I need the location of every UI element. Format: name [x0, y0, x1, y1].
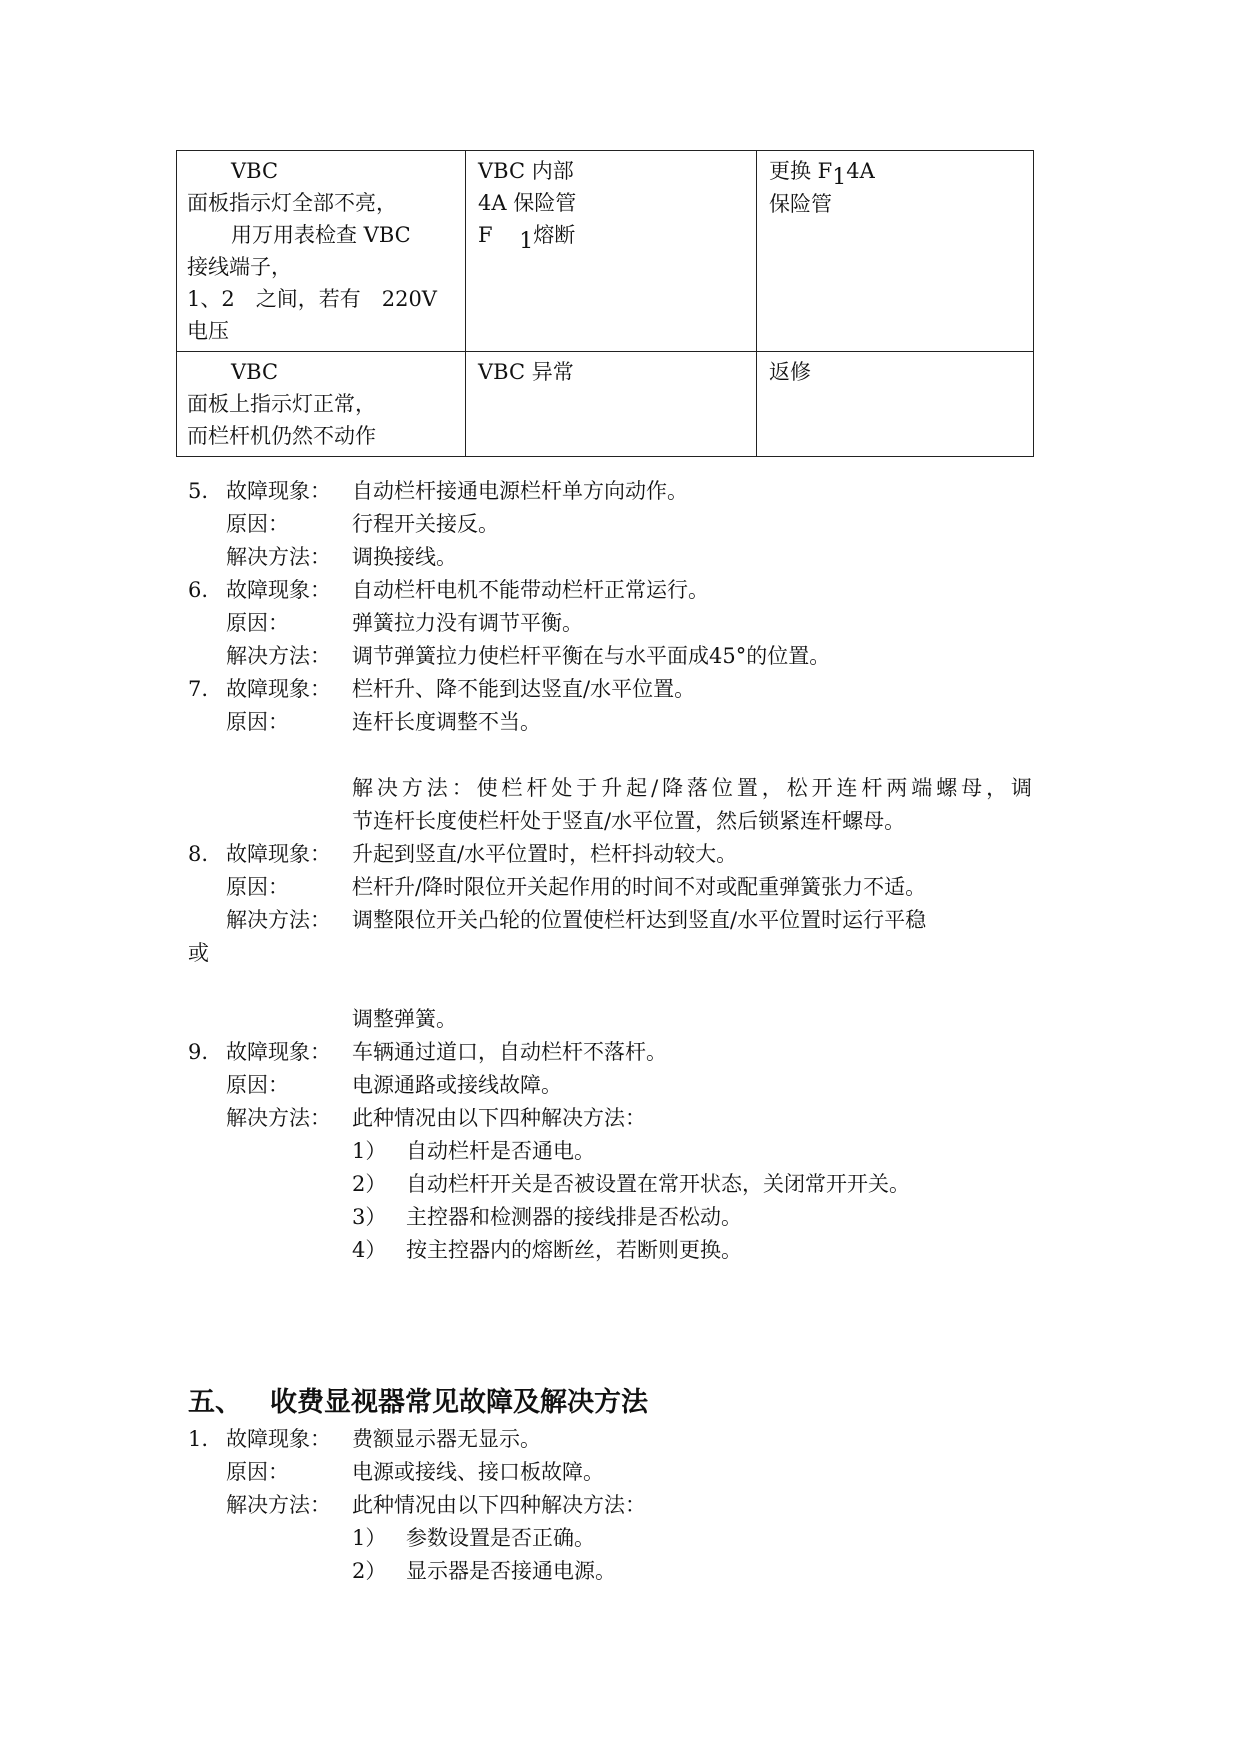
fault-table [176, 150, 1034, 457]
table-row [177, 352, 1034, 457]
table-cell-solution: 返修 [757, 352, 1034, 457]
table-cell-symptom: VBC 面板上指示灯正常， 而栏杆机仍然不动作 [177, 352, 466, 457]
table-cell-symptom: VBC 面板指示灯全部不亮， 用万用表检查 VBC 接线端子， 1、2 之间，若有 220V 电压 [177, 151, 466, 352]
table-row [177, 151, 1034, 352]
document-page: VBC 面板指示灯全部不亮， 用万用表检查 VBC 接线端子， 1、2 之间，若有 220V 电压 VBC 内部 4A 保险管 F $_1$熔断 更换 $F_14A$ 保险管 VBC 面板上指示灯正常， 而栏杆机仍然不动作 VBC 异常 返修 5. 故障现象： 自动栏杆接通电源栏杆单方向动作。 原因： 行程开关接反。 解决方法： 调换接线。 6. 故障现象： 自动栏杆电机不能带动栏杆正常运行。 原因： 弹簧拉力没有调节平衡。 解决方法： 调节弹簧拉力使栏杆平衡在与水平面成45°的位置。 7. 故障现象： 栏杆升、降不能到达竖直/水平位置。 原因： 连杆长度调整不当。 解决方法：使栏杆处于升起/降落位置，松开连杆两端螺母，调 节连杆长度使栏杆处于竖直/水平位置，然后锁紧连杆螺母。 8. 故障现象： 升起到竖直/水平位置时，栏杆抖动较大。 原因： 栏杆升/降时限位开关起作用的时间不对或配重弹簧张力不适。 解决方法： 调整限位开关凸轮的位置使栏杆达到竖直/水平位置时运行平稳 或 调整弹簧。 9. 故障现象： 车辆通过道口，自动栏杆不落杆。 原因： 电源通路或接线故障。 解决方法： 此种情况由以下四种解决方法： 1） 自动栏杆是否通电。 2） 自动栏杆开关是否被设置在常开状态，关闭常开开关。 3） 主控器和检测器的接线排是否松动。 4） 按主控器内的熔断丝，若断则更换。 五、 收费显视器常见故障及解决方法 1. 故障现象： 费额显示器无显示。 原因： 电源或接线、接口板故障。 解决方法： 此种情况由以下四种解决方法： 1） 参数设置是否正确。 2） 显示器是否接通电源。 [0, 0, 1241, 1754]
table-cell-cause: VBC 异常 [466, 352, 757, 457]
section-heading: 五、 收费显视器常见故障及解决方法 [188, 1387, 648, 1418]
table-cell-solution: 更换 $F_14A$ 保险管 [757, 151, 1034, 352]
table-cell-cause: VBC 内部 4A 保险管 F $_1$熔断 [466, 151, 757, 352]
